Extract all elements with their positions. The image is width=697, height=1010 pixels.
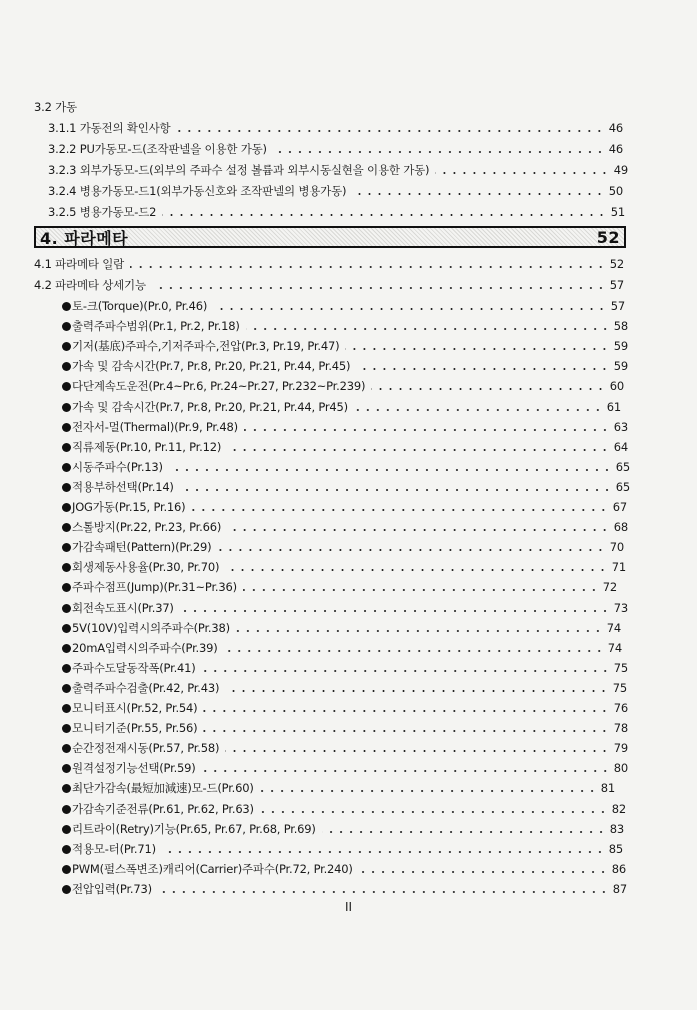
toc-label-text: JOG가동(Pr.15, Pr.16)	[72, 500, 186, 514]
dot-leader	[130, 266, 606, 268]
bullet-icon	[62, 764, 71, 773]
toc-label	[62, 479, 174, 495]
bullet-icon	[62, 664, 71, 673]
dot-leader	[322, 831, 606, 833]
dot-leader	[180, 610, 610, 612]
dot-leader	[359, 871, 608, 873]
toc-parameter-entry	[62, 656, 628, 676]
toc-parameter-entry	[62, 515, 628, 535]
toc-entry	[48, 200, 625, 220]
bullet-icon	[62, 805, 71, 814]
dot-leader	[213, 308, 607, 310]
toc-label-text: 적용모-터(Pr.71)	[72, 842, 156, 856]
toc-page-number: 46	[608, 142, 623, 156]
toc-label	[62, 640, 218, 656]
toc-page-number: 60	[609, 379, 624, 393]
toc-parameter-entry	[62, 636, 622, 656]
toc-label	[62, 519, 221, 535]
bullet-icon	[62, 302, 71, 311]
toc-label-text: 다단계속도운전(Pr.4~Pr.6, Pr.24~Pr.27, Pr.232~Pr.239)	[72, 379, 366, 393]
dot-leader	[225, 569, 608, 571]
bullet-icon	[62, 624, 71, 633]
dot-leader	[176, 130, 604, 132]
dot-leader	[202, 770, 610, 772]
toc-page-number: 61	[606, 400, 621, 414]
toc-label	[62, 338, 339, 354]
toc-parameter-entry	[62, 857, 626, 877]
toc-label	[62, 419, 238, 435]
toc-page-number: 68	[613, 520, 628, 534]
toc-label: 3.2.2 PU가동모-드(조작판넬을 이용한 가동)	[48, 142, 267, 156]
dot-leader	[354, 409, 603, 411]
toc-label	[62, 399, 348, 415]
toc-parameter-entry	[62, 696, 628, 716]
toc-page-number: 70	[609, 540, 624, 554]
bullet-icon	[62, 604, 71, 613]
toc-parameter-entry	[62, 374, 624, 394]
toc-label-text: 시동주파수(Pr.13)	[72, 460, 163, 474]
toc-label-text: 순간정전재시동(Pr.57, Pr.58)	[72, 741, 220, 755]
dot-leader	[435, 172, 609, 174]
toc-page-number: 57	[610, 299, 625, 313]
toc-parameter-entry	[62, 716, 628, 736]
toc-label: 4.1 파라메타 일람	[34, 257, 125, 271]
toc-label-text: 출력주파수범위(Pr.1, Pr.2, Pr.18)	[72, 319, 240, 333]
toc-label	[62, 499, 185, 515]
toc-label-text: 가감속기준전류(Pr.61, Pr.62, Pr.63)	[72, 802, 254, 816]
dot-leader	[273, 151, 605, 153]
toc-parameter-entry	[62, 455, 630, 475]
toc-label: 3.2.4 병용가동모-드1(외부가동신호와 조작판넬의 병용가동)	[48, 184, 347, 198]
toc-label-text: 5V(10V)입력시의주파수(Pr.38)	[72, 621, 230, 635]
dot-leader	[202, 670, 610, 672]
toc-entry	[48, 179, 623, 199]
bullet-icon	[62, 403, 71, 412]
toc-page-number: 73	[613, 601, 628, 615]
toc-label-text: 적용부하선택(Pr.14)	[72, 480, 174, 494]
toc-label-text: 원격설정기능선택(Pr.59)	[72, 761, 196, 775]
bullet-icon	[62, 704, 71, 713]
bullet-icon	[62, 483, 71, 492]
bullet-icon	[62, 443, 71, 452]
toc-page-number: 63	[613, 420, 628, 434]
toc-parameter-entry	[62, 535, 624, 555]
toc-label-text: 주파수도달동작폭(Pr.41)	[72, 661, 196, 675]
toc-parameter-entry	[62, 616, 621, 636]
page-footer	[0, 900, 697, 914]
dot-leader	[260, 811, 608, 813]
toc-entry	[34, 273, 624, 293]
dot-leader	[180, 489, 612, 491]
toc-page-number: 79	[613, 741, 628, 755]
toc-label-text: 회생제동사용율(Pr.30, Pr.70)	[72, 560, 220, 574]
toc-page-number: 85	[608, 842, 623, 856]
toc-label	[62, 318, 240, 334]
toc-page-number: 87	[612, 882, 627, 896]
chapter-heading	[34, 226, 626, 248]
toc-label-text: 출력주파수검출(Pr.42, Pr.43)	[72, 681, 220, 695]
toc-label	[62, 720, 197, 736]
toc-label	[62, 600, 174, 616]
toc-page-number: 67	[612, 500, 627, 514]
dot-leader	[217, 549, 605, 551]
toc-parameter-entry	[62, 354, 628, 374]
dot-leader	[345, 348, 609, 350]
toc-parameter-entry	[62, 736, 628, 756]
toc-label-text: 전압입력(Pr.73)	[72, 882, 152, 896]
bullet-icon	[62, 825, 71, 834]
bullet-icon	[62, 382, 71, 391]
toc-parameter-entry	[62, 314, 628, 334]
toc-page-number: 51	[610, 205, 625, 219]
toc-label-text: 가속 및 감속시간(Pr.7, Pr.8, Pr.20, Pr.21, Pr.44, Pr45)	[72, 400, 348, 414]
toc-label	[62, 841, 156, 857]
toc-label	[62, 760, 196, 776]
chapter-page-number: 52	[596, 227, 620, 247]
toc-label: 4.2 파라메타 상세기능	[34, 278, 146, 292]
toc-label-text: 직류제동(Pr.10, Pr.11, Pr.12)	[72, 440, 222, 454]
dot-leader	[162, 214, 607, 216]
dot-leader	[203, 730, 609, 732]
toc-label	[62, 680, 219, 696]
toc-page-number: 57	[609, 278, 624, 292]
dot-leader	[356, 368, 609, 370]
toc-label	[62, 861, 353, 877]
bullet-icon	[62, 784, 71, 793]
toc-parameter-entry	[62, 395, 621, 415]
dot-leader	[191, 509, 608, 511]
chapter-title: 4. 파라메타	[40, 228, 129, 248]
dot-leader	[152, 287, 606, 289]
toc-page-number: 64	[613, 440, 628, 454]
toc-label	[62, 579, 237, 595]
toc-label	[62, 881, 152, 897]
bullet-icon	[62, 583, 71, 592]
toc-page-number: 50	[608, 184, 623, 198]
toc-parameter-entry	[62, 294, 625, 314]
toc-page-number: 74	[606, 621, 621, 635]
toc-page-number: 81	[600, 781, 615, 795]
toc-parameter-entry	[62, 817, 624, 837]
dot-leader	[244, 429, 610, 431]
bullet-icon	[62, 885, 71, 894]
bullet-icon	[62, 563, 71, 572]
toc-parameter-entry	[62, 837, 623, 857]
dot-leader	[260, 790, 597, 792]
toc-entry	[34, 252, 624, 272]
toc-label	[62, 821, 316, 837]
bullet-icon	[62, 744, 71, 753]
toc-label-text: 최단가감속(最短加減速)모-드(Pr.60)	[72, 781, 254, 795]
dot-leader	[225, 750, 610, 752]
toc-parameter-entry	[62, 415, 628, 435]
bullet-icon	[62, 423, 71, 432]
bullet-icon	[62, 503, 71, 512]
toc-label-text: 주파수점프(Jump)(Pr.31~Pr.36)	[72, 580, 237, 594]
toc-entry	[48, 137, 623, 157]
toc-parameter-entry	[62, 334, 628, 354]
dot-leader	[169, 469, 612, 471]
bullet-icon	[62, 543, 71, 552]
toc-label-text: 기저(基底)주파수,기저주파수,전압(Pr.3, Pr.19, Pr.47)	[72, 339, 340, 353]
toc-page-number: 86	[611, 862, 626, 876]
toc-page-number: 75	[613, 661, 628, 675]
toc-parameter-entry	[62, 495, 627, 515]
footer-page-number: II	[344, 900, 353, 914]
toc-entry	[48, 158, 628, 178]
toc-page-number: 82	[611, 802, 626, 816]
dot-leader	[203, 710, 609, 712]
toc-page-number: 65	[615, 460, 630, 474]
toc-page-number: 71	[611, 560, 626, 574]
toc-page-number: 83	[609, 822, 624, 836]
dot-leader	[227, 529, 610, 531]
toc-parameter-entry	[62, 776, 615, 796]
toc-parameter-entry	[62, 555, 626, 575]
toc-label	[62, 801, 254, 817]
bullet-icon	[62, 463, 71, 472]
toc-label	[62, 620, 230, 636]
dot-leader	[224, 650, 604, 652]
toc-label	[62, 459, 163, 475]
dot-leader	[246, 328, 610, 330]
toc-page-number: 46	[608, 121, 623, 135]
dot-leader	[371, 388, 606, 390]
bullet-icon	[62, 845, 71, 854]
toc-label-text: 모니터표시(Pr.52, Pr.54)	[72, 701, 198, 715]
toc-label	[62, 539, 211, 555]
toc-label-text: 가속 및 감속시간(Pr.7, Pr.8, Pr.20, Pr.21, Pr.44, Pr.45)	[72, 359, 351, 373]
toc-label	[62, 298, 207, 314]
dot-leader	[158, 891, 609, 893]
toc-page-number: 49	[613, 163, 628, 177]
dot-leader	[243, 589, 599, 591]
toc-parameter-entry	[62, 575, 617, 595]
toc-entry	[48, 116, 623, 136]
toc-label-text: 리트라이(Retry)기능(Pr.65, Pr.67, Pr.68, Pr.69)	[72, 822, 316, 836]
toc-parameter-entry	[62, 475, 630, 495]
bullet-icon	[62, 322, 71, 331]
toc-label-text: 가감속패턴(Pattern)(Pr.29)	[72, 540, 212, 554]
toc-parameter-entry	[62, 877, 627, 897]
toc-page-number: 78	[613, 721, 628, 735]
toc-page-number: 72	[602, 580, 617, 594]
toc-label: 3.2.3 외부가동모-드(외부의 주파수 설정 볼륨과 외부시동실현을 이용한 가동)	[48, 163, 430, 177]
toc-parameter-entry	[62, 596, 628, 616]
toc-label	[62, 780, 254, 796]
toc-label	[62, 358, 350, 374]
toc-label-text: 스톨방지(Pr.22, Pr.23, Pr.66)	[72, 520, 222, 534]
dot-leader	[225, 690, 609, 692]
toc-label-text: 전자서-멀(Thermal)(Pr.9, Pr.48)	[72, 420, 238, 434]
bullet-icon	[62, 342, 71, 351]
toc-page-number: 65	[615, 480, 630, 494]
toc-page-number: 59	[613, 359, 628, 373]
bullet-icon	[62, 362, 71, 371]
bullet-icon	[62, 523, 71, 532]
toc-parameter-entry	[62, 756, 628, 776]
toc-label: 3.2 가동	[34, 100, 77, 114]
toc-label-text: PWM(펄스폭변조)캐리어(Carrier)주파수(Pr.72, Pr.240)	[72, 862, 353, 876]
toc-page-number: 76	[613, 701, 628, 715]
toc-page-number: 74	[607, 641, 622, 655]
toc-label	[62, 660, 196, 676]
toc-label	[62, 559, 219, 575]
toc-label-text: 토-크(Torque)(Pr.0, Pr.46)	[72, 299, 208, 313]
toc-page-number: 58	[613, 319, 628, 333]
toc-section-3-2	[34, 95, 134, 115]
toc-label	[62, 378, 365, 394]
toc-label: 3.1.1 가동전의 확인사항	[48, 121, 171, 135]
dot-leader	[352, 193, 605, 195]
toc-parameter-entry	[62, 797, 626, 817]
bullet-icon	[62, 865, 71, 874]
toc-label: 3.2.5 병용가동모-드2	[48, 205, 157, 219]
toc-page-number: 52	[609, 257, 624, 271]
toc-label	[62, 740, 219, 756]
toc-page-number: 59	[613, 339, 628, 353]
dot-leader	[236, 630, 603, 632]
toc-label-text: 회전속도표시(Pr.37)	[72, 601, 174, 615]
bullet-icon	[62, 684, 71, 693]
dot-leader	[227, 449, 610, 451]
toc-page-number: 80	[613, 761, 628, 775]
bullet-icon	[62, 644, 71, 653]
toc-label	[62, 439, 221, 455]
toc-parameter-entry	[62, 435, 628, 455]
toc-parameter-entry	[62, 676, 627, 696]
dot-leader	[162, 851, 605, 853]
bullet-icon	[62, 724, 71, 733]
toc-label-text: 모니터기준(Pr.55, Pr.56)	[72, 721, 198, 735]
toc-label-text: 20mA입력시의주파수(Pr.39)	[72, 641, 218, 655]
toc-page-number: 75	[612, 681, 627, 695]
toc-label	[62, 700, 197, 716]
